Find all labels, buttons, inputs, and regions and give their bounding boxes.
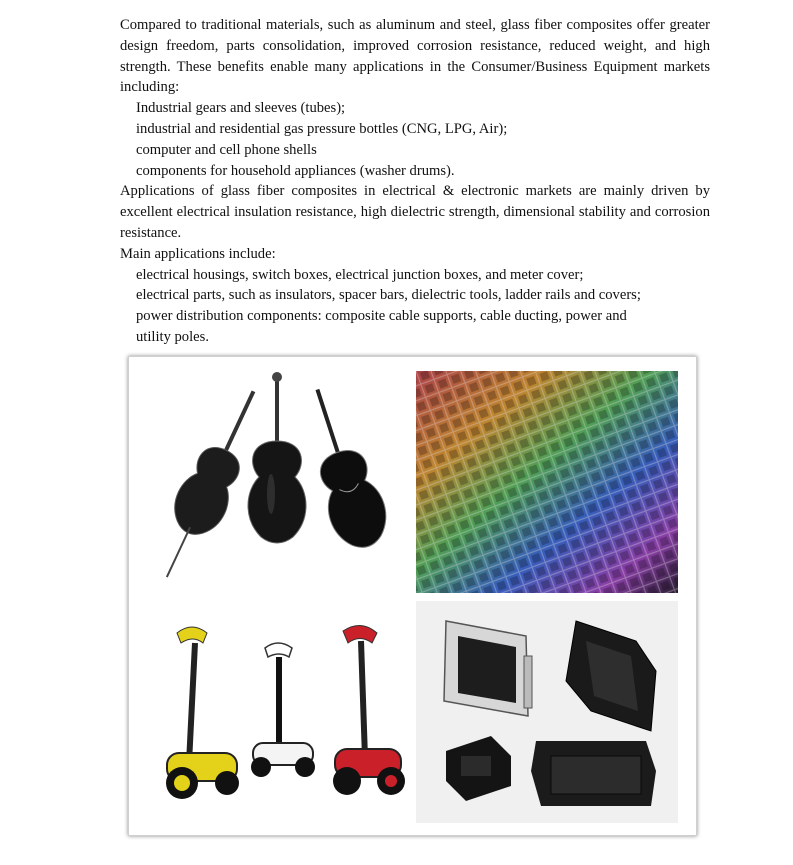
violin-center: [248, 372, 306, 543]
electronic-housings-photo: [416, 601, 678, 823]
silicon-wafer-photo: [416, 371, 678, 593]
list-item: electrical parts, such as insulators, spacer bars, dielectric tools, ladder rails and covers;: [136, 287, 641, 304]
violin-right: [291, 381, 395, 555]
list-item: components for household appliances (washer drums).: [136, 162, 455, 179]
carbon-fiber-violins-photo: [147, 371, 409, 593]
main-applications-heading: Main applications include:: [120, 245, 276, 262]
application-photo-grid: [128, 356, 697, 836]
list-item: computer and cell phone shells: [136, 141, 317, 158]
list-item: utility poles.: [136, 328, 209, 345]
scooter-red: [333, 625, 405, 795]
intro-paragraph: Compared to traditional materials, such as aluminum and steel, glass fiber composites offer greater design freedom, parts consolidation, improved corrosion resistance, reduced weight, and high strength. These benefits enable many applications in the Consumer/Business Equipment markets including:: [120, 17, 710, 96]
violins-illustration: [147, 371, 409, 593]
housing-silver: [444, 621, 532, 716]
article-text: [120, 15, 710, 348]
scooters-illustration: [147, 603, 409, 825]
wafer-illustration: [416, 371, 678, 593]
housings-illustration: [416, 601, 678, 823]
list-item: industrial and residential gas pressure bottles (CNG, LPG, Air);: [136, 120, 508, 137]
self-balancing-scooters-photo: [147, 603, 409, 825]
scooter-white: [251, 643, 315, 777]
electrical-paragraph: Applications of glass fiber composites in electrical & electronic markets are mainly driven by excellent electrical insulation resistance, high dielectric strength, dimensional stability and corrosion resistance.: [120, 183, 710, 241]
scooter-yellow: [166, 627, 239, 799]
list-item: Industrial gears and sleeves (tubes);: [136, 100, 346, 117]
list-item: electrical housings, switch boxes, electrical junction boxes, and meter cover;: [136, 266, 584, 283]
list-item: power distribution components: composite cable supports, cable ducting, power and: [136, 308, 627, 325]
housing-black-tray: [531, 741, 656, 806]
